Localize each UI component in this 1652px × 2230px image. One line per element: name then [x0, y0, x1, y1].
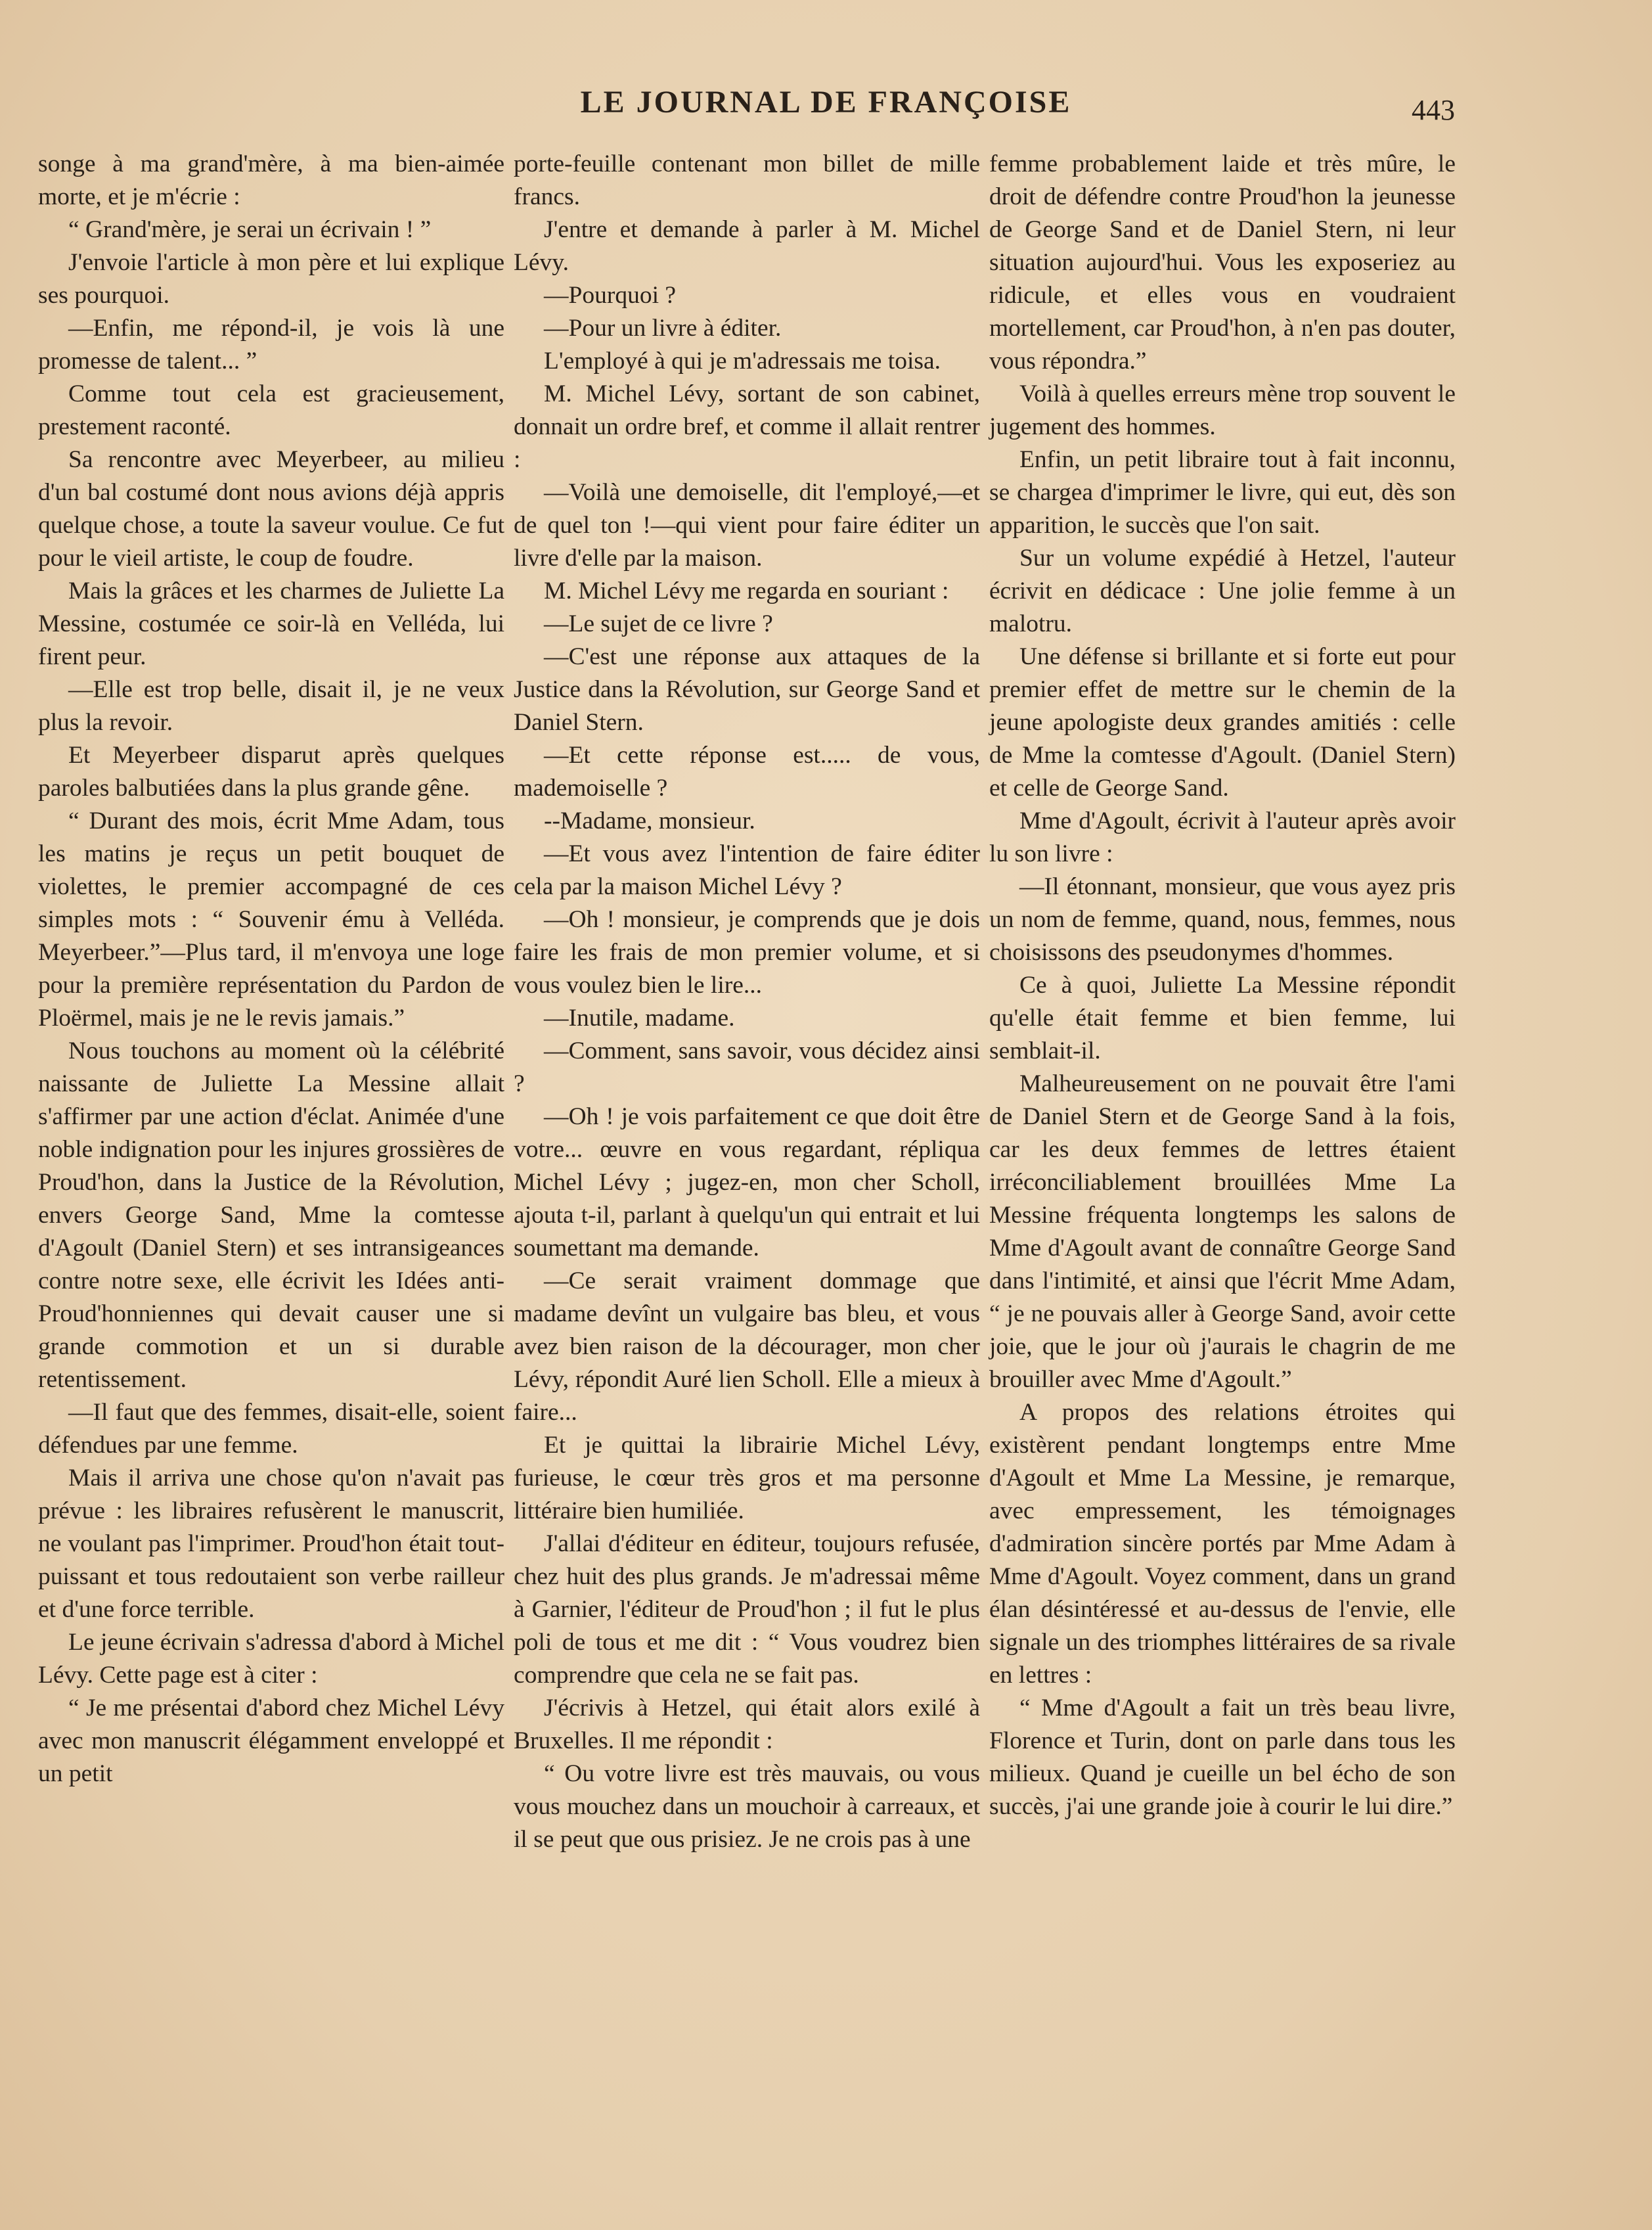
paragraph: —Elle est trop belle, disait il, je ne veux plus la revoir. [38, 676, 504, 736]
column-2 [514, 148, 980, 2119]
paragraph: “ Je me présentai d'abord chez Michel Lévy avec mon manuscrit élégamment enveloppé et un petit [38, 1695, 504, 1787]
paragraph: —Il faut que des femmes, disait-elle, soient défendues par une femme. [38, 1399, 504, 1459]
paragraph: Le jeune écrivain s'adressa d'abord à Michel Lévy. Cette page est à citer : [38, 1629, 504, 1689]
page-header [0, 84, 1652, 137]
paragraph: Nous touchons au moment où la célébrité naissante de Juliette La Messine allait s'affirmer par une action d'éclat. Animée d'une noble indignation pour les injures grossières de Proud'hon, dans la Justice de la Révolution, envers George Sand, Mme la comtesse d'Agoult (Daniel Stern) et ses intransigeances contre notre sexe, elle écrivit les Idées anti-Proud'honniennes qui devait causer une si grande commotion et un si durable retentissement. [38, 1037, 504, 1393]
paragraph: A propos des relations étroites qui existèrent pendant longtemps entre Mme d'Agoult et Mme La Messine, je remarque, avec empressement, les témoignages d'admiration sincère portés par Mme Adam à Mme d'Agoult. Voyez comment, dans un grand élan désintéressé et au-dessus de l'envie, elle signale un des triomphes littéraires de sa rivale en lettres : [989, 1399, 1456, 1689]
paragraph: Ce à quoi, Juliette La Messine répondit qu'elle était femme et bien femme, lui semblait-il. [989, 972, 1456, 1064]
paragraph: —Et vous avez l'intention de faire éditer cela par la maison Michel Lévy ? [514, 840, 980, 900]
paragraph: —Ce serait vraiment dommage que madame devînt un vulgaire bas bleu, et vous avez bien raison de la décourager, mon cher Lévy, répondit Auré lien Scholl. Elle a mieux à faire... [514, 1267, 980, 1426]
paragraph: femme probablement laide et très mûre, le droit de défendre contre Proud'hon la jeunesse de George Sand et de Daniel Stern, ni leur situation aujourd'hui. Vous les exposeriez au ridicule, et elles vous en voudraient mortellement, car Proud'hon, à n'en pas douter, vous répondra.” [989, 150, 1456, 375]
paragraph: Mais il arriva une chose qu'on n'avait pas prévue : les libraires refusèrent le manuscrit, ne voulant pas l'imprimer. Proud'hon était tout-puissant et tous redoutaient son verbe railleur et d'une force terrible. [38, 1465, 504, 1623]
running-title: LE JOURNAL DE FRANÇOISE [580, 85, 1072, 120]
paragraph: Une défense si brillante et si forte eut pour premier effet de mettre sur le chemin de la jeune apologiste deux grandes amitiés : celle de Mme la comtesse d'Agoult. (Daniel Stern) et celle de George Sand. [989, 643, 1456, 802]
paragraph: Sur un volume expédié à Hetzel, l'auteur écrivit en dédicace : Une jolie femme à un malotru. [989, 545, 1456, 637]
paragraph: M. Michel Lévy me regarda en souriant : [544, 578, 949, 604]
paragraph: “ Grand'mère, je serai un écrivain ! ” [68, 216, 432, 243]
paragraph: L'employé à qui je m'adressais me toisa. [544, 348, 941, 375]
paragraph: —Enfin, me répond-il, je vois là une promesse de talent... ” [38, 315, 504, 375]
paragraph: Et Meyerbeer disparut après quelques paroles balbutiées dans la plus grande gêne. [38, 742, 504, 802]
paragraph: M. Michel Lévy, sortant de son cabinet, donnait un ordre bref, et comme il allait rentrer : [514, 380, 980, 473]
paragraph: Mme d'Agoult, écrivit à l'auteur après avoir lu son livre : [989, 808, 1456, 867]
paragraph: songe à ma grand'mère, à ma bien-aimée morte, et je m'écrie : [38, 150, 504, 210]
paragraph: porte-feuille contenant mon billet de mille francs. [514, 150, 980, 210]
paragraph: —Oh ! je vois parfaitement ce que doit être votre... œuvre en vous regardant, répliqua Michel Lévy ; jugez-en, mon cher Scholl, ajouta t-il, parlant à quelqu'un qui entrait et lui soumettant ma demande. [514, 1103, 980, 1262]
page-number: 443 [1412, 94, 1455, 126]
column-1 [38, 148, 504, 2119]
paragraph: Enfin, un petit libraire tout à fait inconnu, se chargea d'imprimer le livre, qui eut, dès son apparition, le succès que l'on sait. [989, 446, 1456, 539]
paragraph: —Pourquoi ? [544, 282, 677, 309]
paragraph: —Inutile, madame. [544, 1005, 735, 1032]
paragraph: J'entre et demande à parler à M. Michel Lévy. [514, 216, 980, 276]
paragraph: —Pour un livre à éditer. [544, 315, 782, 342]
paragraph: “ Mme d'Agoult a fait un très beau livre, Florence et Turin, dont on parle dans tous les milieux. Quand je cueille un bel écho de son succès, j'ai une grande joie à courir le lui dire.” [989, 1695, 1456, 1820]
paragraph: —Voilà une demoiselle, dit l'employé,—et de quel ton !—qui vient pour faire éditer un livre d'elle par la maison. [514, 479, 980, 572]
paragraph: J'envoie l'article à mon père et lui explique ses pourquoi. [38, 249, 504, 309]
paragraph: —Le sujet de ce livre ? [544, 610, 773, 637]
paragraph: Sa rencontre avec Meyerbeer, au milieu d'un bal costumé dont nous avions déjà appris quelque chose, a toute la saveur voulue. Ce fut pour le vieil artiste, le coup de foudre. [38, 446, 504, 572]
paragraph: J'allai d'éditeur en éditeur, toujours refusée, chez huit des plus grands. Je m'adressai même à Garnier, l'éditeur de Proud'hon ; il fut le plus poli de tous et me dit : “ Vous voudrez bien comprendre que cela ne se fait pas. [514, 1530, 980, 1689]
paragraph: —Il étonnant, monsieur, que vous ayez pris un nom de femme, quand, nous, femmes, nous choisissons des pseudonymes d'hommes. [989, 873, 1456, 966]
paragraph: —Oh ! monsieur, je comprends que je dois faire les frais de mon premier volume, et si vous voulez bien le lire... [514, 906, 980, 999]
paragraph: “ Ou votre livre est très mauvais, ou vous vous mouchez dans un mouchoir à carreaux, et il se peut que ous prisiez. Je ne crois pas à une [514, 1760, 980, 1853]
column-3 [989, 148, 1456, 2119]
paragraph: --Madame, monsieur. [544, 808, 755, 834]
paragraph: “ Durant des mois, écrit Mme Adam, tous les matins je reçus un petit bouquet de violettes, le premier accompagné de ces simples mots : “ Souvenir ému à Velléda. Meyerbeer.”—Plus tard, il m'envoya une loge pour la première représentation du Pardon de Ploërmel, mais je ne le revis jamais.” [38, 808, 504, 1032]
paragraph: —Comment, sans savoir, vous décidez ainsi ? [514, 1037, 980, 1097]
paragraph: Et je quittai la librairie Michel Lévy, furieuse, le cœur très gros et ma personne littéraire bien humiliée. [514, 1432, 980, 1524]
text-columns [38, 148, 1457, 2119]
paragraph: —Et cette réponse est..... de vous, mademoiselle ? [514, 742, 980, 802]
paragraph: —C'est une réponse aux attaques de la Justice dans la Révolution, sur George Sand et Daniel Stern. [514, 643, 980, 736]
paragraph: Comme tout cela est gracieusement, prestement raconté. [38, 380, 504, 440]
paragraph: Malheureusement on ne pouvait être l'ami de Daniel Stern et de George Sand à la fois, car les deux femmes de lettres étaient irréconciliablement brouillées Mme La Messine fréquenta longtemps les salons de Mme d'Agoult avant de connaître George Sand dans l'intimité, et ainsi que l'écrit Mme Adam, “ je ne pouvais aller à George Sand, avoir cette joie, que le jour où j'aurais le chagrin de me brouiller avec Mme d'Agoult.” [989, 1070, 1456, 1393]
paragraph: J'écrivis à Hetzel, qui était alors exilé à Bruxelles. Il me répondit : [514, 1695, 980, 1754]
paragraph: Mais la grâces et les charmes de Juliette La Messine, costumée ce soir-là en Velléda, lui firent peur. [38, 578, 504, 670]
paragraph: Voilà à quelles erreurs mène trop souvent le jugement des hommes. [989, 380, 1456, 440]
